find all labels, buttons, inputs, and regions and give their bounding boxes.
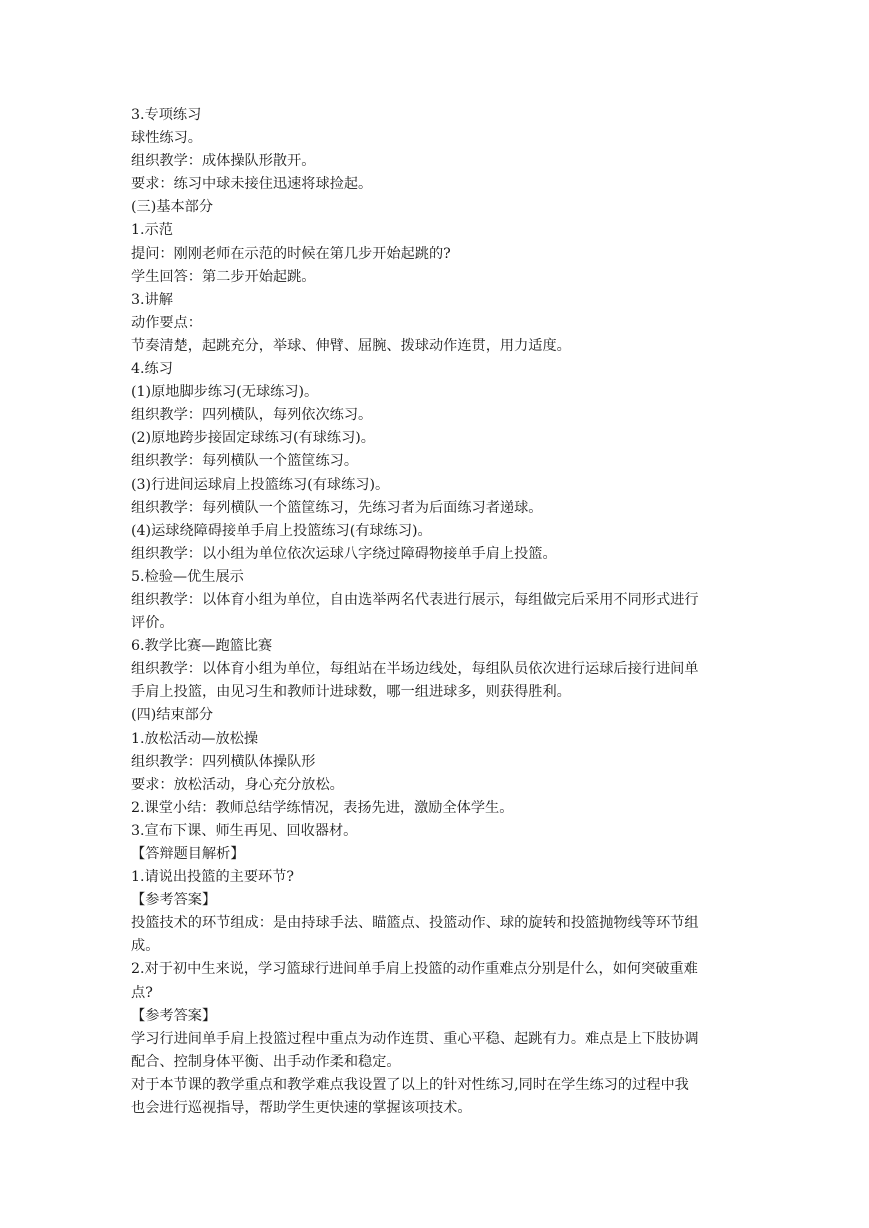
section-heading: (三)基本部分 xyxy=(131,199,214,216)
section-heading: (四)结束部分 xyxy=(131,707,214,724)
question-line: 点? xyxy=(131,984,153,1001)
text-line: 球性练习。 xyxy=(131,130,202,147)
text-line: 3.宣布下课、师生再见、回收器材。 xyxy=(131,822,358,839)
section-heading: 3.专项练习 xyxy=(131,107,202,123)
text-line: 节奏清楚，起跳充分，举球、伸臂、屈腕、拨球动作连贯，用力适度。 xyxy=(131,337,571,354)
text-line: 组织教学：每列横队一个篮筐练习，先练习者为后面练习者递球。 xyxy=(131,499,543,516)
text-line: 对于本节课的教学重点和教学难点我设置了以上的针对性练习,同时在学生练习的过程中我 xyxy=(131,1076,689,1093)
text-line: 动作要点： xyxy=(131,314,202,331)
text-line: 要求：放松活动，身心充分放松。 xyxy=(131,776,344,793)
text-line: 组织教学：四列横队体操队形 xyxy=(131,753,316,770)
section-heading: 3.讲解 xyxy=(131,291,173,308)
text-line: 2.课堂小结：教师总结学练情况，表扬先进，激励全体学生。 xyxy=(131,799,514,816)
document-body xyxy=(131,104,743,1120)
section-heading: 【答辩题目解析】 xyxy=(131,846,245,862)
text-line: (1)原地脚步练习(无球练习)。 xyxy=(131,384,319,401)
text-line: 组织教学：以体育小组为单位，每组站在半场边线处，每组队员依次进行运球后接行进间单 xyxy=(131,661,699,678)
text-line: 手肩上投篮，由见习生和教师计进球数，哪一组进球多，则获得胜利。 xyxy=(131,684,571,701)
text-line: 也会进行巡视指导，帮助学生更快速的掌握该项技术。 xyxy=(131,1100,472,1117)
question-line: 2.对于初中生来说，学习篮球行进间单手肩上投篮的动作重难点分别是什么，如何突破重难 xyxy=(131,961,698,978)
text-line: 评价。 xyxy=(131,615,174,632)
section-heading: 4.练习 xyxy=(131,361,173,378)
answer-heading: 【参考答案】 xyxy=(131,892,217,909)
text-line: (3)行进间运球肩上投篮练习(有球练习)。 xyxy=(131,476,390,493)
text-line: 组织教学：以体育小组为单位，自由选举两名代表进行展示，每组做完后采用不同形式进行 xyxy=(131,591,699,608)
text-line: (2)原地跨步接固定球练习(有球练习)。 xyxy=(131,430,375,447)
text-line: 提问：刚刚老师在示范的时候在第几步开始起跳的? xyxy=(131,245,451,262)
text-line: 组织教学：四列横队，每列依次练习。 xyxy=(131,407,373,424)
text-line: 学生回答：第二步开始起跳。 xyxy=(131,268,316,285)
text-line: 要求：练习中球未接住迅速将球捡起。 xyxy=(131,176,373,193)
text-line: 投篮技术的环节组成：是由持球手法、瞄篮点、投篮动作、球的旋转和投篮抛物线等环节组 xyxy=(131,915,699,932)
section-heading: 5.检验—优生展示 xyxy=(131,568,244,585)
section-heading: 1.示范 xyxy=(131,222,173,239)
section-heading: 1.放松活动—放松操 xyxy=(131,730,259,747)
question-line: 1.请说出投篮的主要环节? xyxy=(131,869,295,886)
text-line: 配合、控制身体平衡、出手动作柔和稳定。 xyxy=(131,1053,401,1070)
text-line: 组织教学：成体操队形散开。 xyxy=(131,153,316,170)
text-line: 成。 xyxy=(131,938,160,955)
text-line: 学习行进间单手肩上投篮过程中重点为动作连贯、重心平稳、起跳有力。难点是上下肢协调 xyxy=(131,1030,699,1047)
text-line: (4)运球绕障碍接单手肩上投篮练习(有球练习)。 xyxy=(131,522,432,539)
section-heading: 6.教学比赛—跑篮比赛 xyxy=(131,638,273,655)
text-line: 组织教学：每列横队一个篮筐练习。 xyxy=(131,453,359,470)
text-line: 组织教学：以小组为单位依次运球八字绕过障碍物接单手肩上投篮。 xyxy=(131,545,557,562)
answer-heading: 【参考答案】 xyxy=(131,1007,217,1024)
